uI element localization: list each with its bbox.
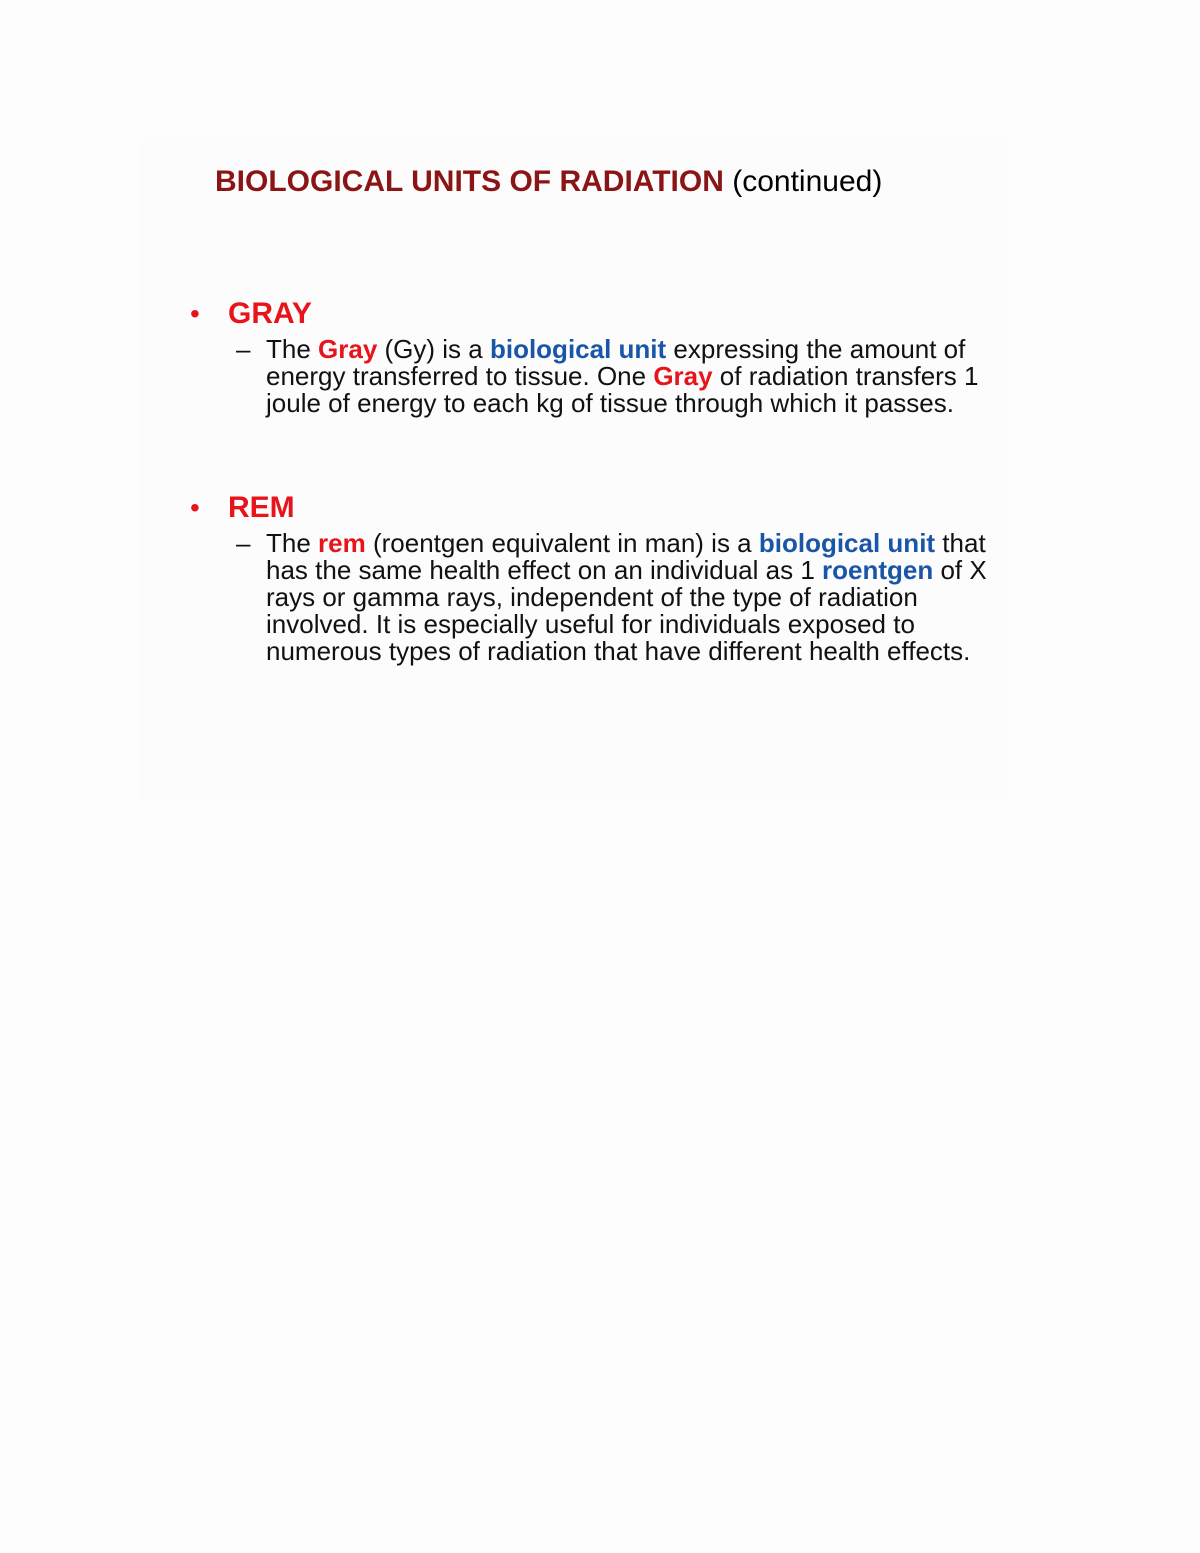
- term-highlight-red: Gray: [653, 361, 713, 391]
- slide-title: [215, 160, 882, 204]
- text-run: The: [266, 528, 319, 558]
- text-run: of X rays or gamma rays, independent of the type of radiation involved. It is especially useful for individuals exposed to numerous types of radiation that have different health effects.: [266, 555, 987, 666]
- text-run: The: [266, 334, 319, 364]
- slide-title-main: BIOLOGICAL UNITS OF RADIATION: [215, 165, 724, 198]
- section-heading-rem: REM: [228, 491, 295, 524]
- bullet-icon: •: [190, 492, 200, 523]
- slide: [140, 140, 1010, 800]
- text-run: (Gy) is a: [377, 334, 490, 364]
- text-run: of radiation transfers 1 joule of energy to each kg of tissue through which it passes.: [266, 361, 979, 418]
- term-highlight-blue: roentgen: [822, 555, 934, 585]
- text-run: that has the same health effect on an individual as 1: [266, 528, 986, 585]
- section-gray: [190, 292, 1010, 417]
- dash-icon: –: [236, 334, 251, 364]
- sub-item-gray: [190, 336, 1010, 417]
- section-rem: [190, 486, 1010, 665]
- bullet-row-gray: [190, 292, 1010, 336]
- bullet-row-rem: [190, 486, 1010, 530]
- paragraph-rem: [266, 530, 996, 665]
- dash-icon: –: [236, 528, 251, 558]
- text-run: expressing the amount of energy transferred to tissue. One: [266, 334, 966, 391]
- term-highlight-blue: biological unit: [758, 528, 936, 558]
- term-highlight-red: Gray: [318, 334, 378, 364]
- sub-item-rem: [190, 530, 1010, 665]
- term-highlight-blue: biological unit: [489, 334, 667, 364]
- term-highlight-red: rem: [318, 528, 366, 558]
- slide-title-suffix: (continued): [732, 165, 883, 198]
- bullet-icon: •: [190, 298, 200, 329]
- paragraph-gray: [266, 336, 996, 417]
- text-run: (roentgen equivalent in man) is a: [365, 528, 759, 558]
- section-heading-gray: GRAY: [228, 297, 312, 330]
